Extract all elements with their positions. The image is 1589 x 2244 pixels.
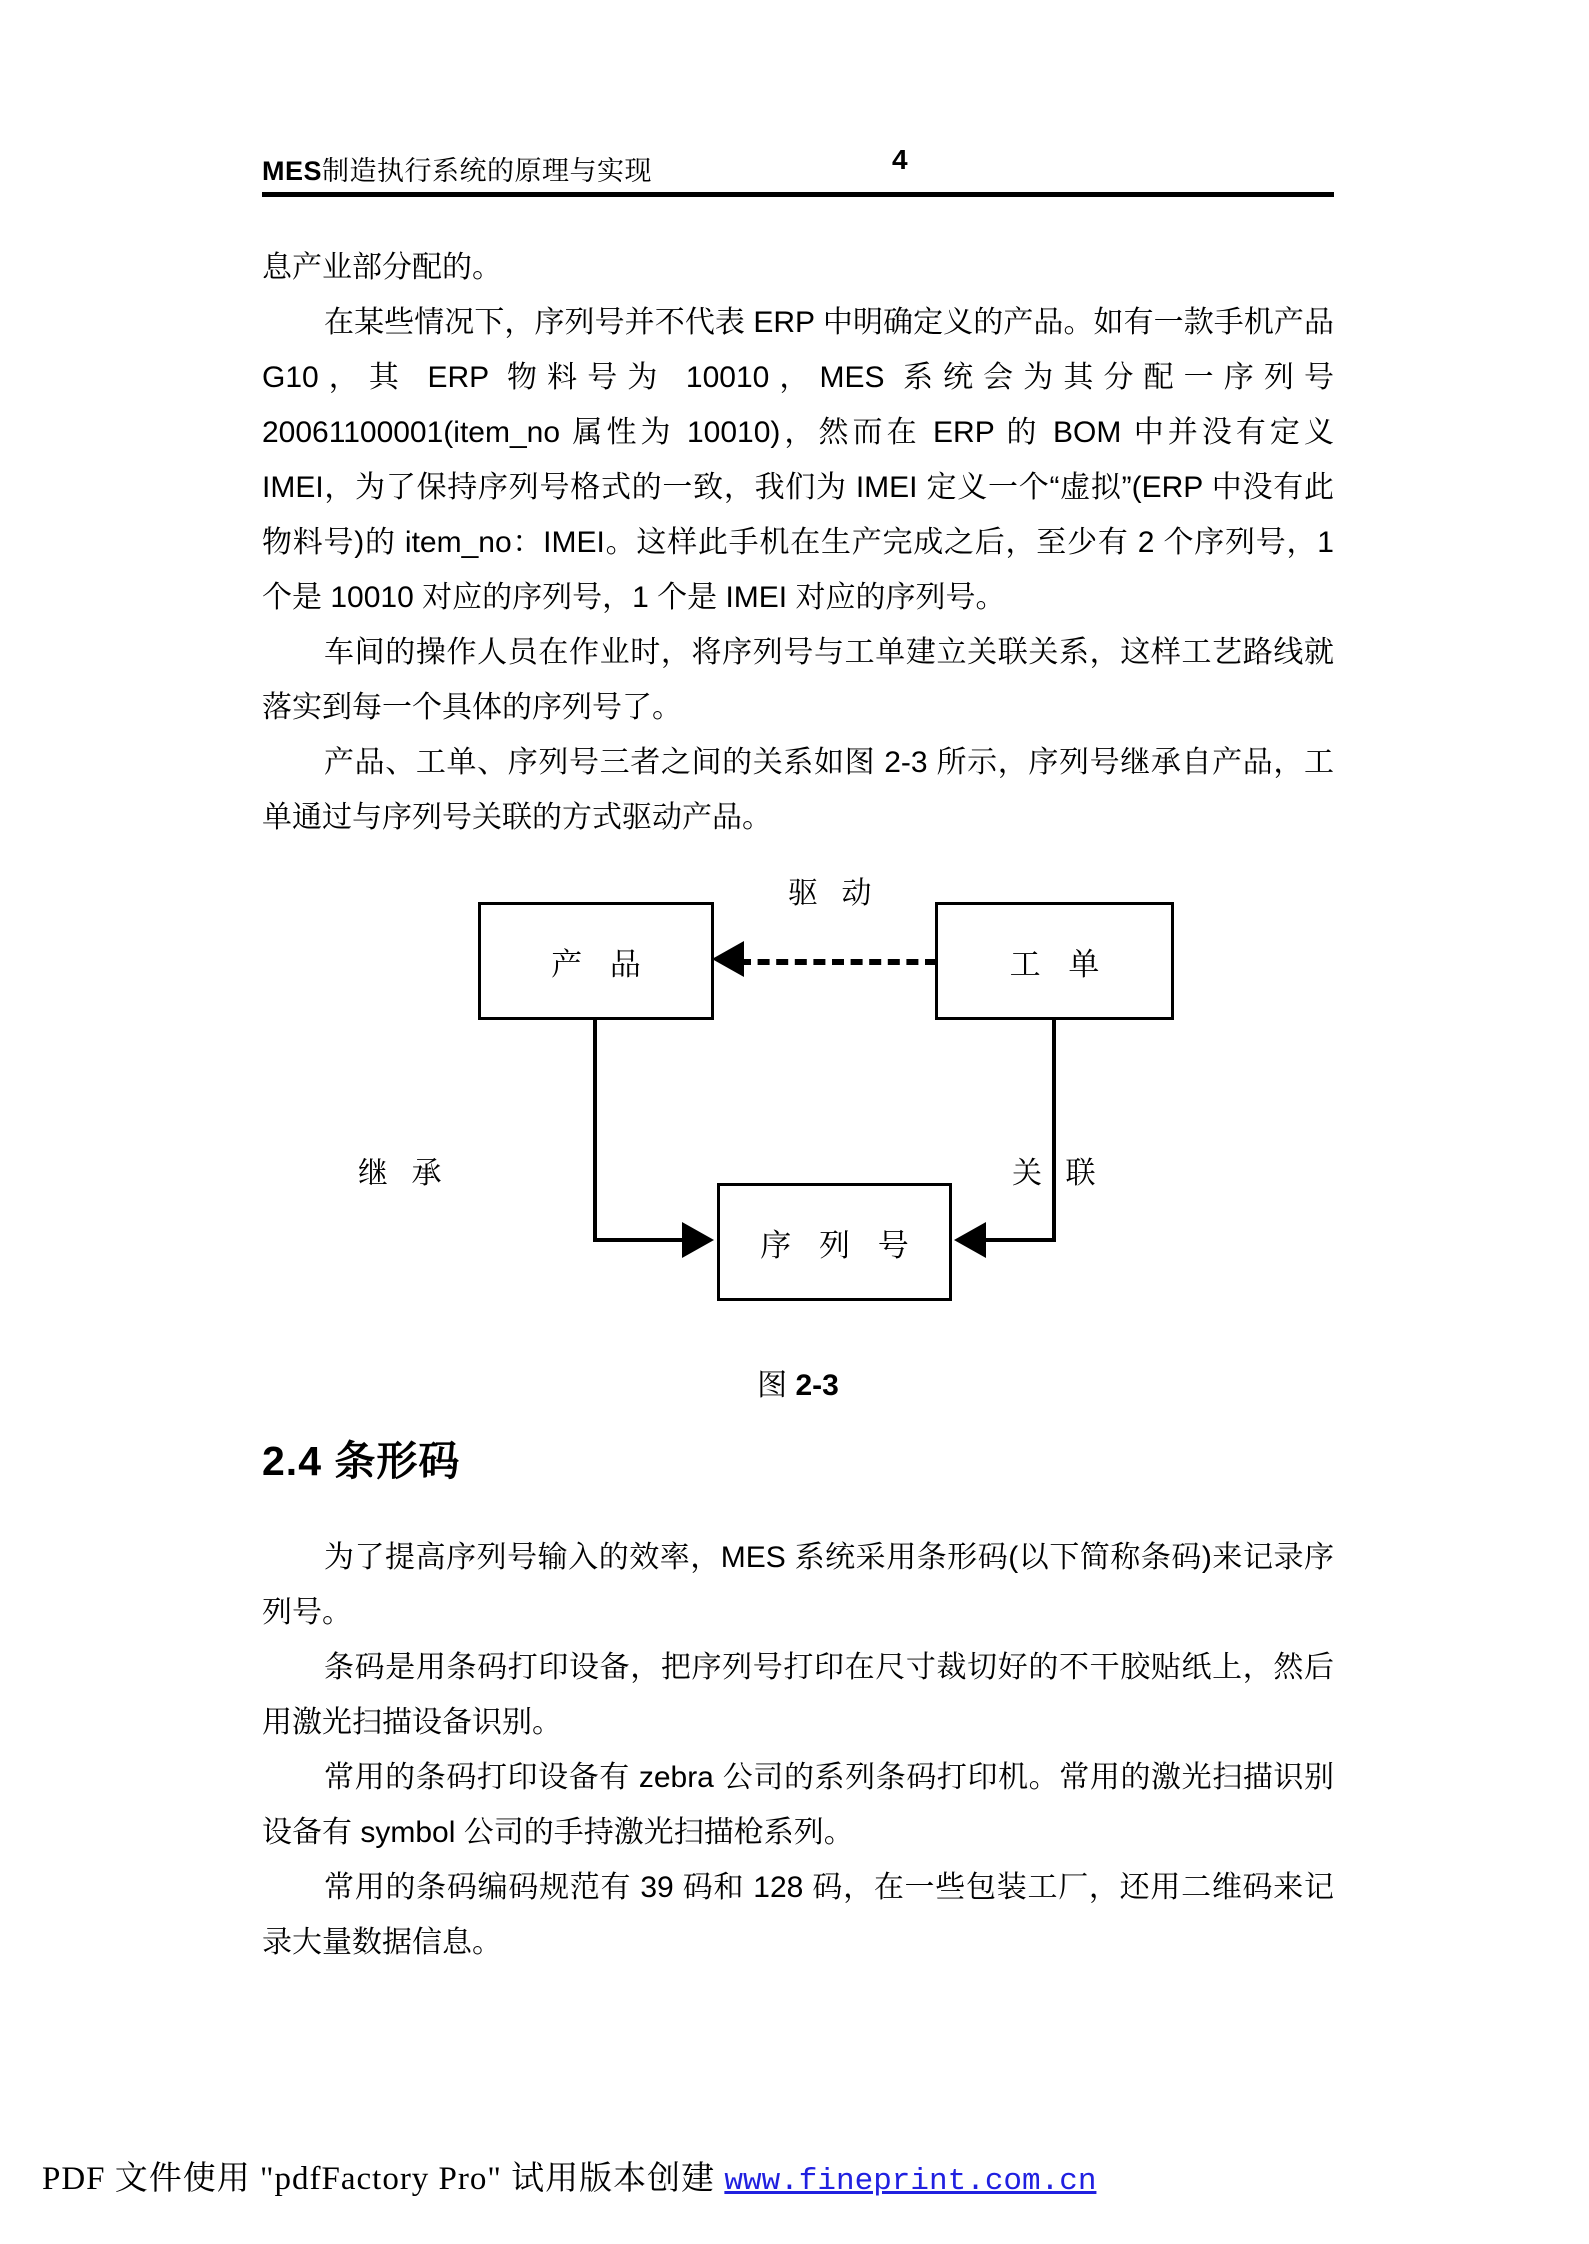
pdf-watermark-link[interactable]: www.fineprint.com.cn [724,2164,1097,2199]
diagram-edge-drive-arrowhead-icon [712,941,744,977]
diagram-node-work-order-label: 工 单 [1009,946,1110,982]
pdf-watermark-text: PDF 文件使用 "pdfFactory Pro" 试用版本创建 [42,2161,725,2197]
section-heading-2-4: 2.4 条形码 [262,1438,461,1484]
page-number: 4 [892,144,908,175]
header-rule [262,192,1334,197]
body-text-bottom [262,1530,1334,1970]
figure-caption-number: 2-3 [795,1369,839,1402]
paragraph: 为了提高序列号输入的效率，MES 系统采用条形码(以下简称条码)来记录序列号。 [262,1541,1334,1629]
diagram-node-product [478,902,714,1020]
diagram-node-serial-number [717,1183,952,1301]
diagram-edge-inherit-vertical-line [593,1020,597,1242]
diagram-edge-relate-arrowhead-icon [954,1222,986,1258]
body-text-top [262,240,1334,845]
diagram-node-serial-number-label: 序 列 号 [760,1227,919,1263]
paragraph: 常用的条码打印设备有 zebra 公司的系列条码打印机。常用的激光扫描识别设备有 symbol 公司的手持激光扫描枪系列。 [262,1761,1334,1849]
paragraph: 在某些情况下，序列号并不代表 ERP 中明确定义的产品。如有一款手机产品 G10，其 ERP 物料号为 10010，MES 系统会为其分配一序列号 20061100001(item_no 属性为 10010)，然而在 ERP 的 BOM 中并没有定义 IMEI，为了保持序列号格式的一致，我们为 IMEI 定义一个“虚拟”(ERP 中没有此物料号)的 item_no：IMEI。这样此手机在生产完成之后，至少有 2 个序列号，1 个是 10010 对应的序列号，1 个是 IMEI 对应的序列号。 [262,306,1334,614]
paragraph: 息产业部分配的。 [262,251,502,284]
diagram-edge-drive-dashed-line [739,959,937,965]
diagram-edge-inherit-horizontal-line [593,1238,685,1242]
figure-caption [262,1360,1334,1404]
diagram-node-work-order [935,902,1174,1020]
pdf-watermark-footer [42,2152,1542,2199]
figure-2-3 [262,877,1334,1420]
diagram-edge-label-relate: 关 联 [1012,1157,1104,1190]
paragraph: 车间的操作人员在作业时，将序列号与工单建立关联关系，这样工艺路线就落实到每一个具体的序列号了。 [262,636,1334,724]
figure-caption-prefix: 图 [757,1369,796,1402]
diagram-edge-relate-horizontal-line [984,1238,1056,1242]
paragraph: 常用的条码编码规范有 39 码和 128 码，在一些包装工厂，还用二维码来记录大量数据信息。 [262,1871,1334,1959]
paragraph: 产品、工单、序列号三者之间的关系如图 2-3 所示，序列号继承自产品，工单通过与序列号关联的方式驱动产品。 [262,746,1334,834]
diagram-node-product-label: 产 品 [551,946,651,982]
diagram-edge-label-inherit: 继 承 [358,1157,450,1190]
header-title-latin: MES [262,155,323,186]
header-title [262,149,652,188]
diagram-edge-label-drive: 驱 动 [788,877,880,910]
diagram-edge-inherit-arrowhead-icon [682,1222,714,1258]
paragraph: 条码是用条码打印设备，把序列号打印在尺寸裁切好的不干胶贴纸上，然后用激光扫描设备识别。 [262,1651,1334,1739]
diagram-edge-relate-vertical-line [1052,1020,1056,1242]
header-title-cjk: 制造执行系统的原理与实现 [322,155,653,186]
page-header [262,142,1334,194]
